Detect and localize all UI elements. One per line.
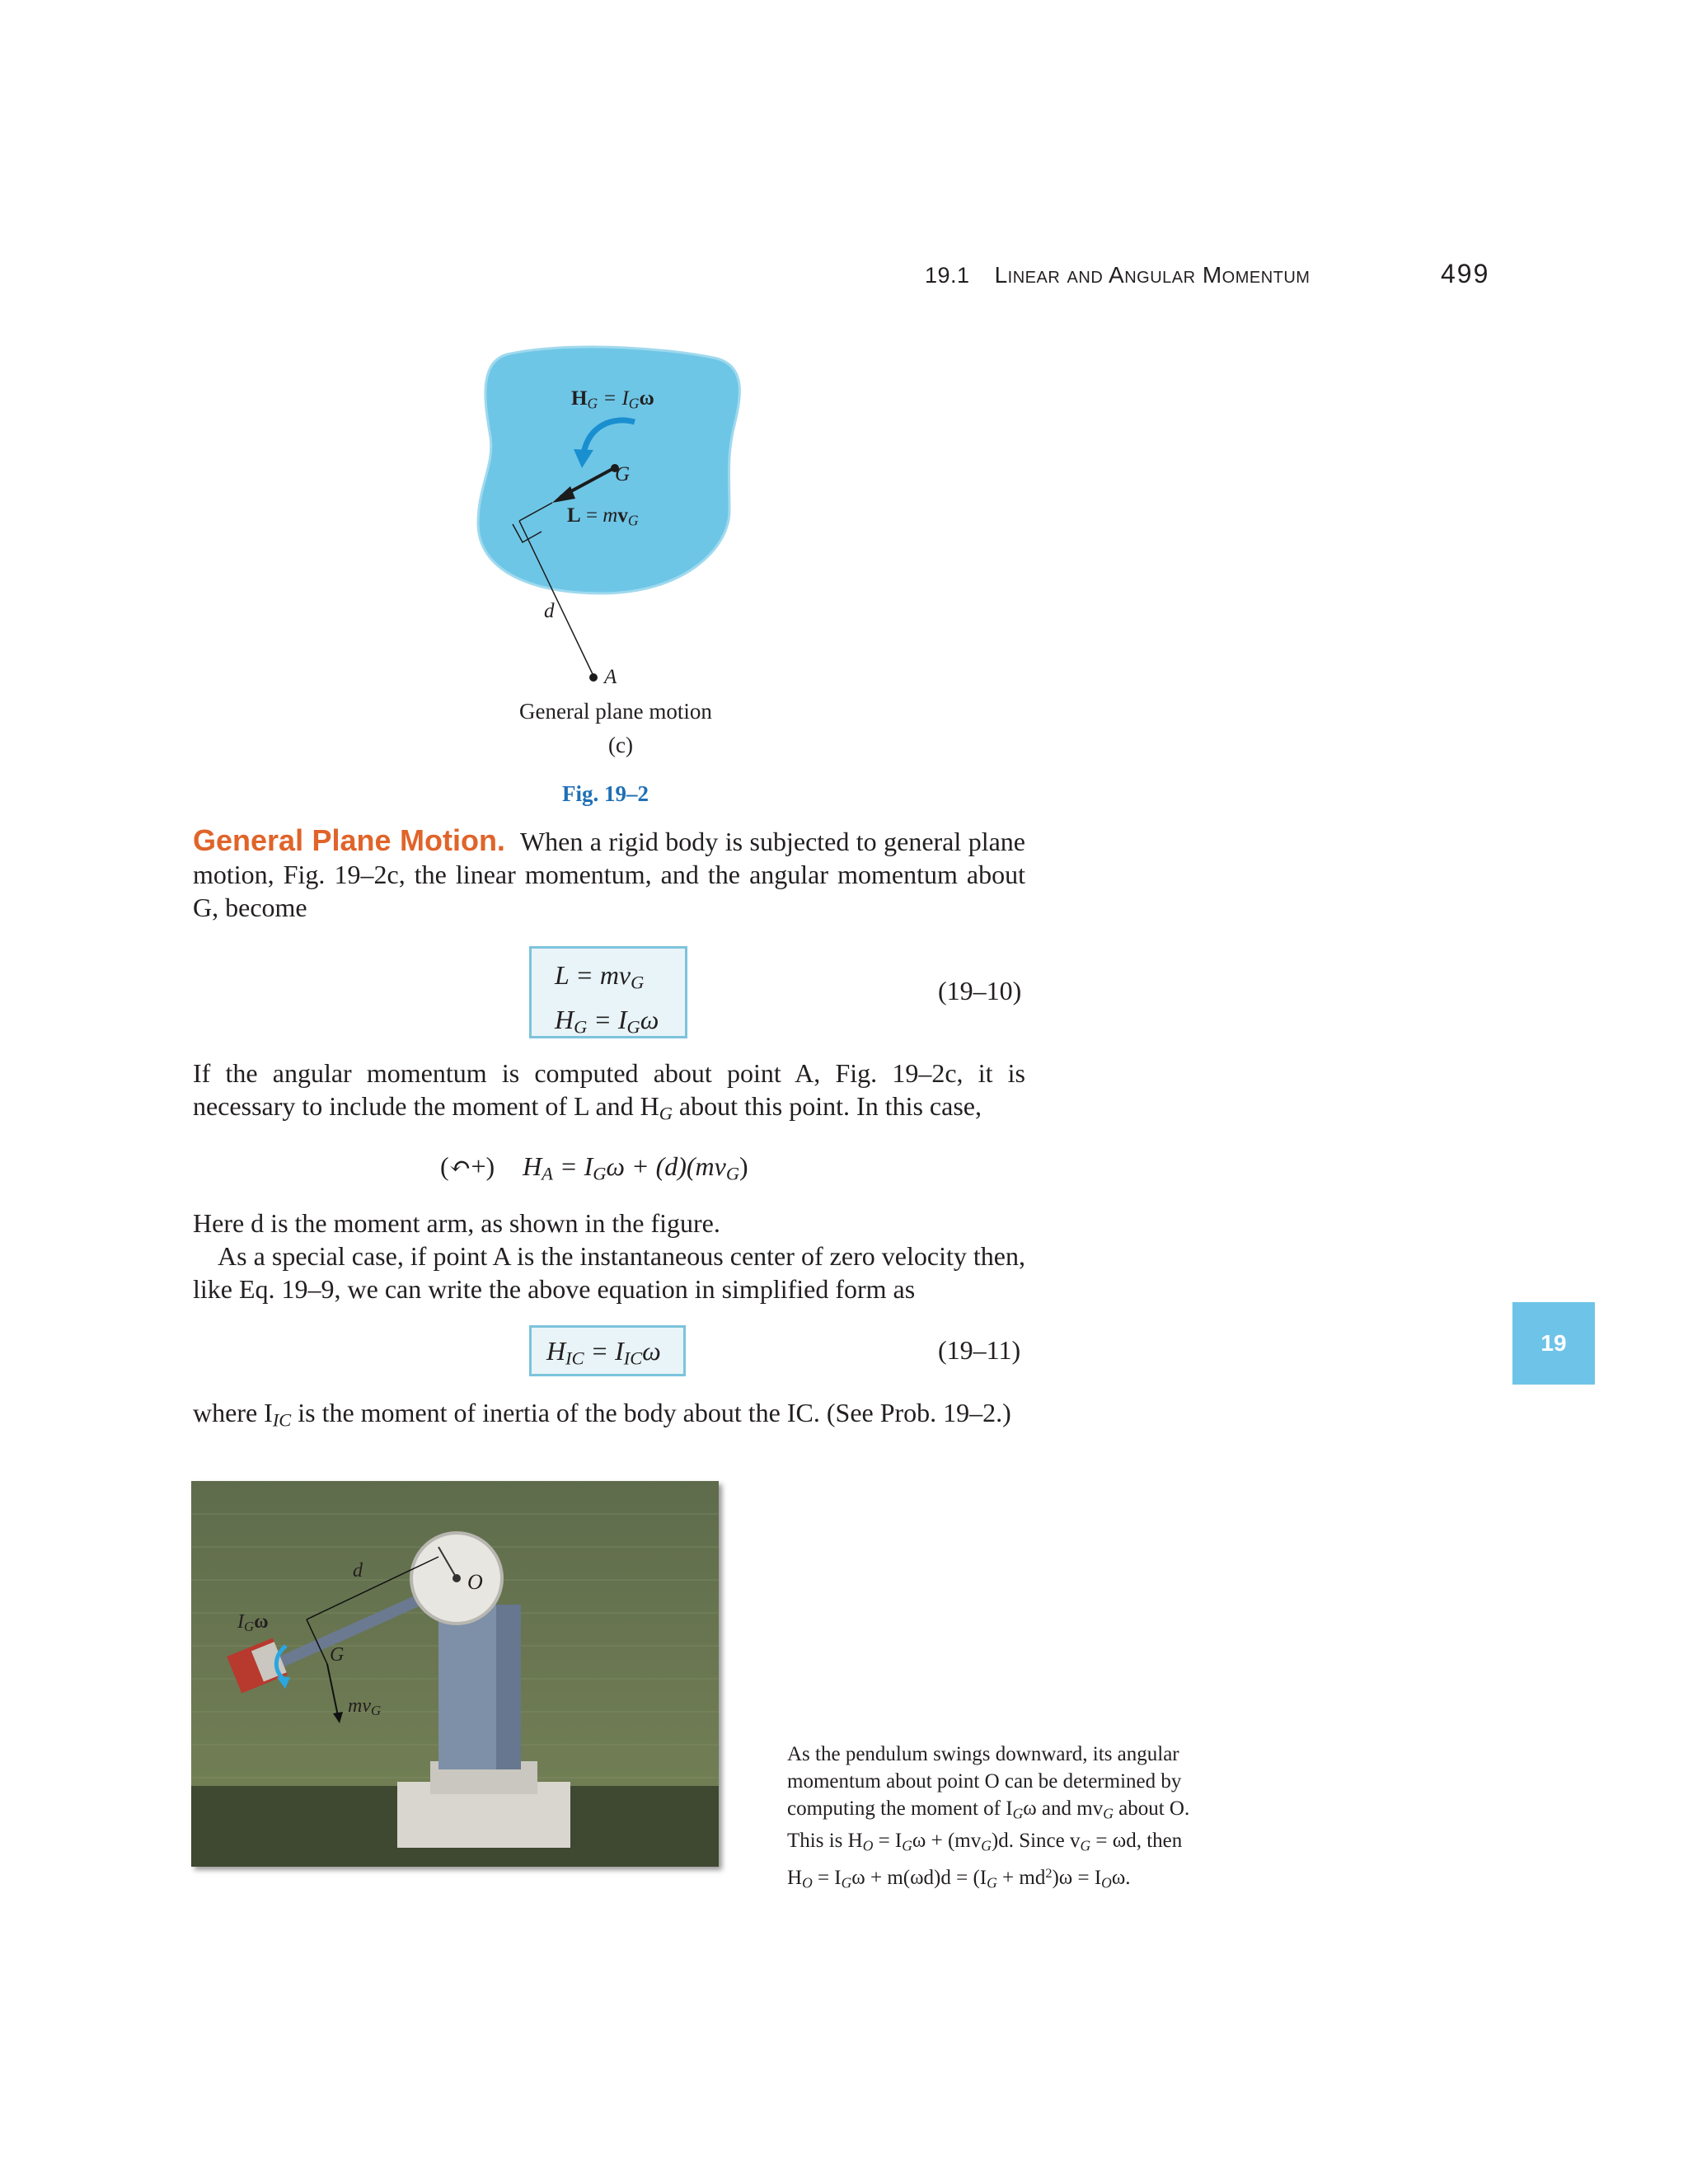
caption-line-2: momentum about point O can be determined by	[787, 1770, 1182, 1793]
equation-19-10-box	[529, 946, 687, 1038]
pendulum-photo-svg	[191, 1481, 719, 1867]
photo-caption	[787, 1741, 1282, 1896]
photo-igw-label: $I_G\omega$	[237, 1611, 269, 1635]
photo-d-label: d	[353, 1560, 363, 1582]
section-number: 19.1	[925, 263, 970, 288]
paragraph-4: As a special case, if point A is the instantaneous center of zero velocity then, like Eq. 19–9, we can write the above equation in simplified form as	[193, 1241, 1025, 1304]
paragraph-5: where $I_{IC}$ is the moment of inertia of the body about the IC. (See Prob. 19–2.)	[193, 1398, 1011, 1431]
figure-caption-line2: (c)	[608, 733, 633, 757]
column-shade	[496, 1605, 521, 1769]
point-a	[589, 673, 598, 682]
running-header	[925, 262, 1310, 288]
caption-line-3: computing the moment of $I_G\omega$ and $mv_G$ about O.	[787, 1797, 1190, 1822]
section-heading: General Plane Motion.	[193, 823, 505, 857]
g-label: G	[615, 463, 631, 485]
caption-line-1: As the pendulum swings downward, its angular	[787, 1743, 1179, 1765]
photo-o-label: O	[467, 1570, 483, 1594]
equation-19-11-number: (19–11)	[938, 1335, 1021, 1365]
dial-hub	[452, 1574, 461, 1582]
l-equation-label: $L = mv_G$	[567, 504, 639, 529]
photo-mvg-label: $mv_G$	[348, 1695, 382, 1719]
paragraph-1	[193, 824, 1025, 924]
caption-line-5: $H_O = I_G\omega + m(\omega d)d = (I_G + md^2)\omega = I_O\omega$.	[787, 1865, 1131, 1891]
equation-19-11-box: $H_{IC} = I_{IC}\omega$	[529, 1325, 686, 1376]
eq-19-10-line2: $H_G = I_G\omega$	[555, 1004, 659, 1038]
eq-19-10-line1: $L = mv_G$	[555, 960, 645, 993]
section-title: Linear and Angular Momentum	[994, 262, 1311, 288]
d-label: d	[544, 600, 555, 622]
figure-caption-line1: General plane motion	[519, 699, 712, 724]
equation-ha: (↶+) $H_A = I_G\omega + (d)(mv_G)$	[440, 1151, 748, 1184]
a-label: A	[604, 666, 617, 688]
chapter-tab: 19	[1512, 1302, 1595, 1385]
equation-19-10-number: (19–10)	[938, 976, 1022, 1005]
paragraph-2: If the angular momentum is computed about point A, Fig. 19–2c, it is necessary to include the moment of L and $H_G$ about this point. In this case,	[193, 1058, 1025, 1124]
page-number: 499	[1441, 259, 1490, 288]
paragraph-3: Here d is the moment arm, as shown in the figure.	[193, 1208, 720, 1238]
caption-line-4: This is $H_O = I_G\omega + (mv_G)d$. Since $v_G = \omega d$, then	[787, 1830, 1183, 1854]
figure-label: Fig. 19–2	[562, 781, 649, 806]
hg-equation-label: $H_G = I_G\omega$	[571, 387, 654, 412]
pendulum-photo	[191, 1481, 719, 1867]
paragraph-1-text: When a rigid body is subjected to general plane motion, Fig. 19–2c, the linear momentum, and the angular momentum about G, become	[193, 827, 1026, 922]
photo-g-label: G	[330, 1644, 345, 1666]
figure-general-plane-motion	[462, 330, 775, 709]
